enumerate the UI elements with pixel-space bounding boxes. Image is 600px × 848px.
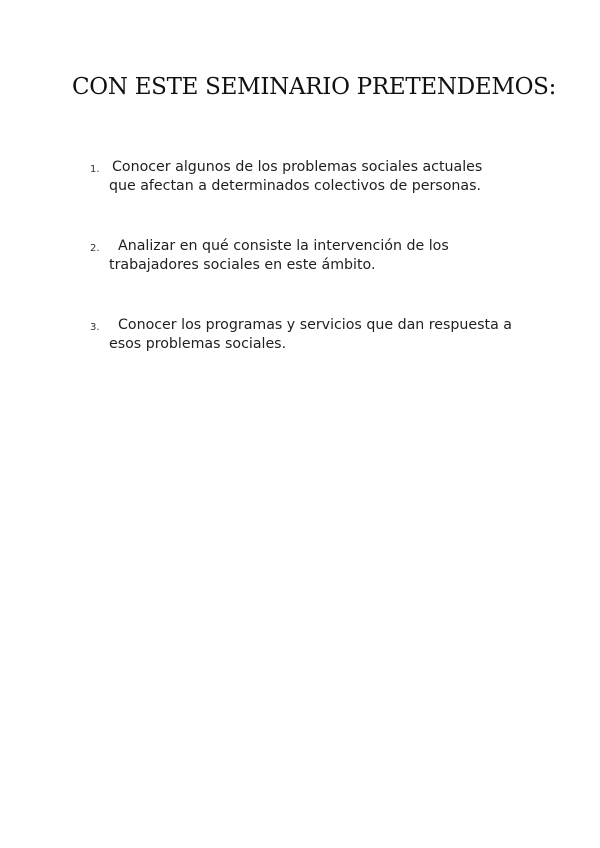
item-text-line-1: Conocer los programas y servicios que dan respuesta a bbox=[118, 317, 512, 333]
page-title: CON ESTE SEMINARIO PRETENDEMOS: bbox=[72, 74, 557, 100]
item-number: 1. bbox=[90, 164, 100, 175]
item-text-line-1: Conocer algunos de los problemas sociales actuales bbox=[112, 159, 483, 175]
item-text-line-2: trabajadores sociales en este ámbito. bbox=[109, 257, 376, 273]
objective-item-1 bbox=[90, 158, 560, 196]
item-number: 3. bbox=[90, 322, 100, 333]
item-text-line-2: esos problemas sociales. bbox=[109, 336, 287, 352]
item-text-line-1: Analizar en qué consiste la intervención de los bbox=[118, 238, 449, 254]
item-number: 2. bbox=[90, 243, 100, 254]
item-text-line-2: que afectan a determinados colectivos de personas. bbox=[109, 178, 481, 194]
objective-item-2 bbox=[90, 237, 560, 275]
objective-item-3 bbox=[90, 316, 560, 354]
